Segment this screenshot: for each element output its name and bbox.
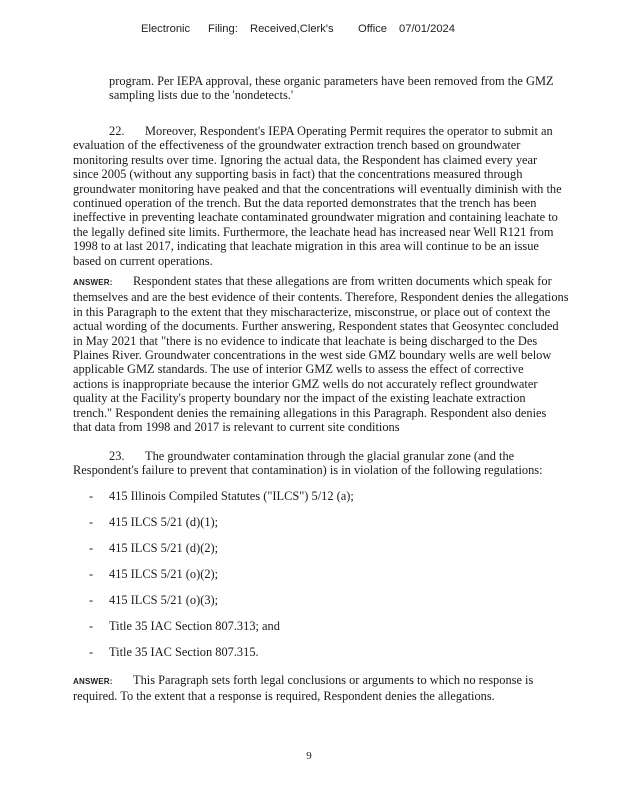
list-item — [89, 593, 489, 619]
answer-22-line: actions is inappropriate because the interior GMZ wells do not accurately reflect groundwater — [73, 376, 538, 391]
paragraph-22-line: monitoring results over time. Ignoring the actual data, the Respondent has claimed every year — [73, 152, 538, 167]
list-item-text: 415 ILCS 5/21 (o)(3); — [109, 593, 219, 607]
carryover-text — [109, 74, 609, 103]
answer-22-line: trench." Respondent denies the remaining allegations in this Paragraph. Respondent also denies — [73, 405, 547, 420]
list-item — [89, 567, 489, 593]
paragraph-22-line: ineffective in preventing leachate contaminated groundwater migration and containing leachate to — [73, 210, 558, 225]
paragraph-22 — [73, 124, 613, 268]
paragraph-23 — [73, 449, 613, 478]
header-filing: Filing: — [208, 23, 238, 35]
answer-23-line: required. To the extent that a response is required, Respondent denies the allegations. — [73, 689, 495, 704]
answer-22-line: actual wording of the documents. Further answering, Respondent states that Geosyntec concluded — [73, 319, 559, 334]
answer-22-line: quality at the Facility's property boundary nor the impact of the existing leachate extraction — [73, 391, 526, 406]
page-number: 9 — [306, 750, 312, 762]
list-item — [89, 541, 489, 567]
header-office: Office — [358, 23, 388, 35]
bullet-dash: - — [89, 645, 94, 659]
bullet-dash: - — [89, 619, 94, 633]
answer-23 — [73, 673, 613, 704]
regulation-list — [89, 489, 489, 671]
answer-23-lead: This Paragraph sets forth legal conclusions or arguments to which no response is — [133, 673, 534, 687]
answer-22-line: Plaines River. Groundwater concentrations in the west side GMZ boundary wells are well below — [73, 348, 552, 363]
answer-22 — [73, 274, 613, 434]
bullet-dash: - — [89, 593, 94, 607]
paragraph-22-line: based on current operations. — [73, 253, 213, 268]
paragraph-number: 23. — [109, 449, 125, 463]
paragraph-22-line: evaluation of the effectiveness of the groundwater extraction trench based on groundwater — [73, 138, 521, 153]
header-electronic: Electronic — [141, 23, 191, 35]
paragraph-23-first-line — [73, 449, 613, 463]
paragraph-23-lead: The groundwater contamination through the glacial granular zone (and the — [145, 449, 515, 463]
list-item-text: 415 Illinois Compiled Statutes ("ILCS") 5/12 (a); — [109, 489, 354, 503]
paragraph-23-line: Respondent's failure to prevent that contamination) is in violation of the following regulations: — [73, 463, 543, 478]
carryover-line: program. Per IEPA approval, these organic parameters have been removed from the GMZ — [109, 74, 554, 88]
paragraph-number: 22. — [109, 124, 125, 138]
answer-23-first-line — [73, 673, 613, 689]
paragraph-22-line: groundwater monitoring have peaked and that the concentrations will eventually diminish with the — [73, 181, 562, 196]
list-item-text: Title 35 IAC Section 807.313; and — [109, 619, 280, 633]
answer-22-line: applicable GMZ standards. The use of interior GMZ wells to assess the effect of corrective — [73, 362, 524, 377]
list-item — [89, 489, 489, 515]
paragraph-22-line: since 2005 (without any supporting basis in fact) that the concentrations measured through — [73, 167, 523, 182]
answer-22-lead: Respondent states that these allegations are from written documents which speak for — [133, 274, 552, 288]
list-item — [89, 645, 489, 671]
answer-22-line: themselves and are the best evidence of their contents. Therefore, Respondent denies the allegations — [73, 290, 569, 305]
bullet-dash: - — [89, 515, 94, 529]
paragraph-22-first-line — [73, 124, 613, 138]
answer-22-line: in this Paragraph to the extent that they mischaracterize, misconstrue, or place out of context the — [73, 304, 551, 319]
answer-22-line: in May 2021 that "there is no evidence to indicate that leachate is being discharged to the Des — [73, 333, 538, 348]
answer-22-line: that data from 1998 and 2017 is relevant to current site conditions — [73, 420, 400, 435]
answer-22-first-line — [73, 274, 613, 290]
header-received: Received,Clerk's — [250, 23, 334, 35]
paragraph-22-line: the legally defined site limits. Furthermore, the leachate head has increased near Well R121 from — [73, 224, 554, 239]
bullet-dash: - — [89, 541, 94, 555]
paragraph-22-line: 1998 to at last 2017, indicating that leachate migration in this area will continue to be an issue — [73, 239, 539, 254]
list-item — [89, 619, 489, 645]
answer-label: ANSWER: — [73, 278, 113, 287]
list-item-text: Title 35 IAC Section 807.315. — [109, 645, 259, 659]
list-item-text: 415 ILCS 5/21 (o)(2); — [109, 567, 219, 581]
paragraph-22-line: continued operation of the trench. But the data reported demonstrates that the trench has been — [73, 196, 537, 211]
bullet-dash: - — [89, 489, 94, 503]
answer-label: ANSWER: — [73, 677, 113, 686]
list-item-text: 415 ILCS 5/21 (d)(2); — [109, 541, 219, 555]
header-date: 07/01/2024 — [399, 23, 455, 35]
paragraph-22-lead: Moreover, Respondent's IEPA Operating Permit requires the operator to submit an — [145, 124, 553, 138]
list-item-text: 415 ILCS 5/21 (d)(1); — [109, 515, 219, 529]
bullet-dash: - — [89, 567, 94, 581]
list-item — [89, 515, 489, 541]
carryover-line: sampling lists due to the 'nondetects.' — [109, 88, 294, 103]
